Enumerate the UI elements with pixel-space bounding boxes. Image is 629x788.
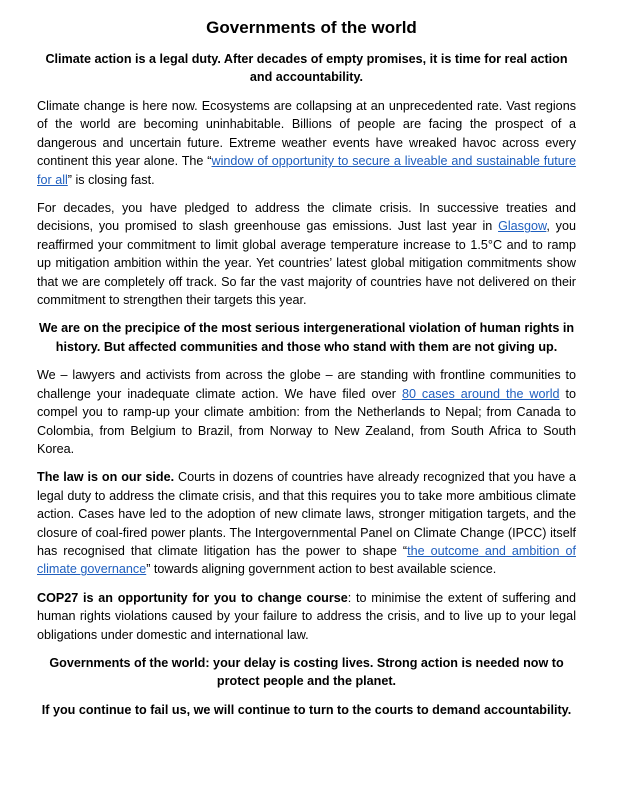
bold-statement-precipice: We are on the precipice of the most serious intergenerational violation of human rights in history. But affected communities and those who stand with them are not giving up.: [38, 321, 575, 354]
link-80-cases[interactable]: 80 cases around the world: [401, 386, 560, 401]
paragraph-text: Courts in dozens of countries have already recognized that you have a legal duty to address the climate crisis, and that this requires you to take more ambitious climate action. Cases have led to the adoption of new climate laws, stronger mitigation targets, and the closure of coal-fired power plants. The Intergovernmental Panel on Climate Change (IPCC) itself has recognised that climate litigation has the power to shape “: [37, 470, 576, 558]
paragraph-text: Climate change is here now. Ecosystems are collapsing at an unprecedented rate. Vast regions of the world are becoming uninhabitable. Billions of people are facing the prospect of a dangerous and uncertain future. Extreme weather events have wreaked havoc across every continent this year alone. The “: [37, 99, 576, 169]
paragraph-lawyers-activists: [37, 366, 576, 458]
link-glasgow[interactable]: Glasgow: [498, 219, 547, 234]
paragraph-pledges: [37, 199, 576, 309]
bold-statement-delay: Governments of the world: your delay is costing lives. Strong action is needed now to protect people and the planet.: [49, 655, 564, 689]
document-subtitle: Climate action is a legal duty. After decades of empty promises, it is time for real action and accountability.: [45, 52, 568, 84]
bold-lead: COP27 is an opportunity for you to change course: [37, 590, 348, 605]
link-climate-governance[interactable]: the outcome and ambition of climate governance: [37, 543, 576, 577]
paragraph-text: , you reaffirmed your commitment to limit global average temperature increase to 1.5°C and to ramp up mitigation ambition within the year. Yet countries’ latest global mitigation commitments show that we are completely off track. So far the vast majority of countries have not delivered on their commitment to strengthen their targets this year.: [37, 219, 576, 308]
paragraph-text: We – lawyers and activists from across the globe – are standing with frontline communities to challenge your inadequate climate action. We have filed over: [37, 368, 576, 401]
paragraph-text: ” towards aligning government action to best available science.: [146, 562, 497, 577]
paragraph-text: For decades, you have pledged to address the climate crisis. In successive treaties and decisions, you promised to slash greenhouse gas emissions. Just last year in: [37, 201, 576, 234]
document-title: Governments of the world: [206, 18, 417, 37]
bold-statement-courts: If you continue to fail us, we will continue to turn to the courts to demand accountability.: [41, 702, 572, 717]
paragraph-law-on-our-side: [37, 468, 576, 578]
paragraph-text: to compel you to ramp-up your climate ambition: from the Netherlands to Nepal; from Canada to Colombia, from Belgium to Brazil, from Norway to New Zealand, from South Africa to South Korea.: [37, 386, 576, 456]
paragraph-climate-change: [37, 97, 576, 189]
bold-lead: The law is on our side.: [37, 470, 175, 485]
link-window-of-opportunity[interactable]: window of opportunity to secure a liveable and sustainable future for all: [37, 154, 577, 187]
paragraph-text: : to minimise the extent of suffering and human rights violations caused by your failure to address the crisis, and to live up to your legal obligations under domestic and international law.: [37, 590, 576, 642]
paragraph-cop27: [37, 589, 576, 644]
paragraph-text: ” is closing fast.: [67, 172, 155, 187]
